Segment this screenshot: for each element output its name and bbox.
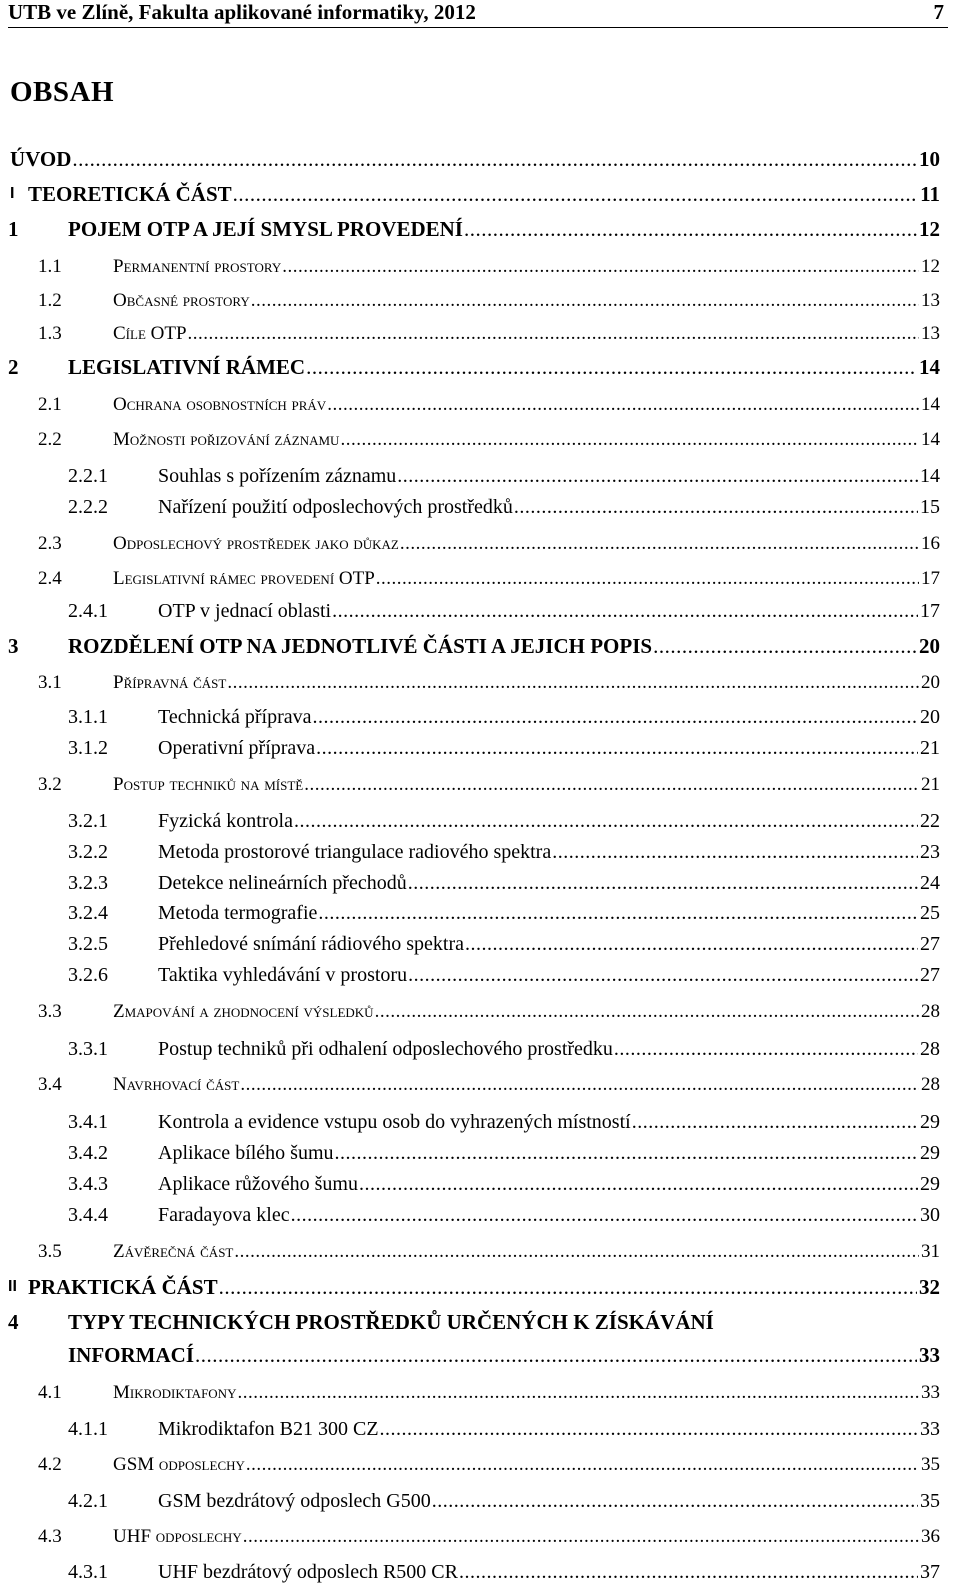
toc-entry-title: ÚVOD [10,147,72,171]
toc-entry-3-2-4[interactable] [0,898,960,928]
toc-entry-3-2-5[interactable] [0,929,960,959]
header-institution: UTB ve Zlíně, Fakulta aplikované informatiky, 2012 [8,0,476,24]
toc-entry-number: 3.2.4 [68,902,108,924]
toc-leader-dots [195,1340,917,1370]
toc-leader-dots [291,1200,918,1230]
toc-entry-3-3-1[interactable] [0,1034,960,1064]
toc-entry-page: 35 [921,1454,940,1475]
header-page-number: 7 [933,0,944,24]
toc-entry-3-4-4[interactable] [0,1200,960,1230]
toc-entry-page: 13 [921,323,940,344]
toc-leader-dots [514,492,918,522]
toc-entry-title-line-2: INFORMACÍ [68,1343,194,1367]
toc-entry-number: 3.2.3 [68,872,108,894]
toc-entry-page: 21 [921,774,940,795]
toc-entry-4-2[interactable] [0,1450,960,1480]
toc-entry-title: PRAKTICKÁ ČÁST [28,1275,218,1299]
toc-leader-dots [408,868,918,898]
toc-entry-page: 33 [919,1343,940,1367]
toc-entry-3-2-2[interactable] [0,837,960,867]
toc-leader-dots [380,1414,918,1444]
toc-entry-title: Postup techniků na místě [113,774,304,795]
toc-entry-number: I [10,185,15,202]
toc-entry-page: 24 [920,872,940,894]
toc-entry-number: II [8,1278,17,1295]
toc-entry-number: 1.1 [38,256,62,277]
toc-entry-page: 31 [921,1241,940,1262]
toc-leader-dots [318,898,918,928]
toc-entry-3-4-1[interactable] [0,1107,960,1137]
toc-entry-1-2[interactable] [0,286,960,316]
toc-entry-title: Závěrečná část [113,1241,234,1262]
toc-entry-number: 2.2.1 [68,465,108,487]
toc-leader-dots [227,668,919,698]
toc-entry-2-1[interactable] [0,390,960,420]
toc-entry-title: Operativní příprava [158,737,316,759]
toc-entry-page: 30 [920,1204,940,1226]
toc-leader-dots [335,1138,918,1168]
toc-leader-dots [72,144,917,174]
toc-entry-page: 37 [920,1561,940,1583]
toc-entry-title: ROZDĚLENÍ OTP NA JEDNOTLIVÉ ČÁSTI A JEJICH POPIS [68,634,653,658]
toc-entry-number: 2.4 [38,568,62,589]
toc-entry-number: 2.1 [38,394,62,415]
toc-entry-title: Cíle OTP [113,323,187,344]
toc-entry-title: Postup techniků při odhalení odposlechového prostředku [158,1038,613,1060]
toc-entry-page: 29 [920,1173,940,1195]
toc-entry-chapter-2[interactable] [0,352,960,382]
toc-entry-2-2[interactable] [0,425,960,455]
toc-entry-2-4-1[interactable] [0,596,960,626]
toc-entry-page: 33 [920,1418,940,1440]
toc-leader-dots [304,770,919,800]
toc-leader-dots [459,1557,918,1587]
toc-entry-page: 28 [920,1038,940,1060]
toc-entry-3-1-2[interactable] [0,733,960,763]
toc-entry-page: 32 [919,1275,940,1299]
toc-entry-title: Zmapování a zhodnocení výsledků [113,1001,374,1022]
toc-entry-3-1-1[interactable] [0,702,960,732]
toc-entry-title: Odposlechový prostředek jako důkaz [113,533,399,554]
toc-entry-page: 14 [919,355,940,379]
toc-entry-3-1[interactable] [0,668,960,698]
toc-entry-chapter-4-continued[interactable] [0,1340,960,1370]
toc-entry-title: Aplikace růžového šumu [158,1173,358,1195]
toc-entry-title: Taktika vyhledávání v prostoru [158,964,408,986]
toc-entry-title: Detekce nelineárních přechodů [158,872,407,894]
toc-leader-dots [240,1070,919,1100]
toc-entry-number: 4 [8,1310,19,1334]
toc-leader-dots [332,596,918,626]
toc-entry-number: 4.2.1 [68,1490,108,1512]
toc-entry-4-2-1[interactable] [0,1486,960,1516]
toc-entry-uvod[interactable] [0,144,960,174]
toc-leader-dots [465,929,918,959]
toc-entry-page: 12 [919,217,940,241]
toc-entry-number: 4.3 [38,1526,62,1547]
toc-entry-page: 29 [920,1142,940,1164]
toc-entry-3-2-3[interactable] [0,868,960,898]
toc-leader-dots [400,529,919,559]
toc-leader-dots [408,960,918,990]
toc-entry-number: 3.1.2 [68,737,108,759]
toc-leader-dots [294,806,918,836]
toc-entry-number: 4.3.1 [68,1561,108,1583]
toc-entry-number: 3.1 [38,672,62,693]
toc-entry-number: 2.4.1 [68,600,108,622]
toc-entry-3-4-3[interactable] [0,1169,960,1199]
toc-entry-title-line-1: TYPY TECHNICKÝCH PROSTŘEDKŮ URČENÝCH K ZÍSKÁVÁNÍ [68,1310,714,1334]
toc-entry-number: 2.3 [38,533,62,554]
toc-entry-number: 3.2.2 [68,841,108,863]
toc-entry-3-3[interactable] [0,997,960,1027]
toc-entry-number: 3.4.2 [68,1142,108,1164]
toc-entry-number: 3.4 [38,1074,62,1095]
toc-leader-dots [375,997,919,1027]
toc-entry-page: 22 [920,810,940,832]
toc-entry-4-3[interactable] [0,1522,960,1552]
toc-entry-page: 29 [920,1111,940,1133]
toc-entry-page: 17 [921,568,940,589]
toc-leader-dots [237,1378,919,1408]
toc-entry-page: 12 [921,256,940,277]
toc-entry-title: Ochrana osobnostních práv [113,394,327,415]
toc-entry-title: UHF odposlechy [113,1526,242,1547]
toc-entry-4-3-1[interactable] [0,1557,960,1587]
toc-entry-title: Metoda prostorové triangulace radiového spektra [158,841,552,863]
toc-entry-title: Fyzická kontrola [158,810,293,832]
toc-entry-number: 1.2 [38,290,62,311]
toc-entry-title: Mikrodiktafony [113,1382,237,1403]
toc-entry-1-3[interactable] [0,319,960,349]
toc-entry-title: Přípravná část [113,672,227,693]
toc-leader-dots [188,319,919,349]
toc-entry-page: 25 [920,902,940,924]
toc-entry-title: OTP v jednací oblasti [158,600,332,622]
toc-entry-number: 3.3 [38,1001,62,1022]
toc-entry-page: 28 [921,1001,940,1022]
toc-leader-dots [432,1486,918,1516]
toc-entry-page: 10 [919,147,940,171]
toc-entry-title: Aplikace bílého šumu [158,1142,334,1164]
toc-entry-page: 21 [920,737,940,759]
toc-entry-title: Permanentní prostory [113,256,282,277]
toc-entry-title: Občasné prostory [113,290,250,311]
toc-entry-3-2-1[interactable] [0,806,960,836]
toc-entry-4-1[interactable] [0,1378,960,1408]
toc-entry-3-4-2[interactable] [0,1138,960,1168]
toc-entry-page: 36 [921,1526,940,1547]
toc-entry-title: UHF bezdrátový odposlech R500 CR [158,1561,458,1583]
toc-entry-page: 20 [921,672,940,693]
toc-entry-number: 4.1 [38,1382,62,1403]
toc-entry-title: Přehledové snímání rádiového spektra [158,933,465,955]
toc-entry-number: 3.2.6 [68,964,108,986]
toc-entry-title: Souhlas s pořízením záznamu [158,465,397,487]
toc-entry-page: 27 [920,933,940,955]
toc-leader-dots [316,733,918,763]
toc-leader-dots [614,1034,918,1064]
toc-entry-title: LEGISLATIVNÍ RÁMEC [68,355,306,379]
toc-leader-dots [464,214,917,244]
toc-entry-number: 2 [8,355,19,379]
toc-entry-2-4[interactable] [0,564,960,594]
toc-entry-number: 3.5 [38,1241,62,1262]
toc-entry-page: 13 [921,290,940,311]
toc-leader-dots [376,564,919,594]
toc-leader-dots [359,1169,918,1199]
toc-entry-title: Faradayova klec [158,1204,290,1226]
toc-leader-dots [243,1522,919,1552]
toc-leader-dots [251,286,919,316]
toc-leader-dots [306,352,917,382]
toc-entry-title: Technická příprava [158,706,312,728]
toc-entry-page: 28 [921,1074,940,1095]
toc-entry-page: 17 [920,600,940,622]
toc-entry-page: 20 [919,634,940,658]
toc-entry-title: GSM bezdrátový odposlech G500 [158,1490,431,1512]
toc-entry-page: 23 [920,841,940,863]
toc-entry-number: 3 [8,634,19,658]
toc-entry-number: 1 [8,217,19,241]
toc-entry-page: 14 [920,465,940,487]
toc-entry-3-4[interactable] [0,1070,960,1100]
toc-entry-title: GSM odposlechy [113,1454,245,1475]
toc-entry-number: 1.3 [38,323,62,344]
toc-entry-title: Kontrola a evidence vstupu osob do vyhrazených místností [158,1111,631,1133]
toc-entry-title: Navrhovací část [113,1074,240,1095]
toc-entry-3-5[interactable] [0,1237,960,1267]
toc-entry-title: TEORETICKÁ ČÁST [28,182,232,206]
toc-entry-page: 15 [920,496,940,518]
toc-entry-number: 3.4.4 [68,1204,108,1226]
toc-leader-dots [313,702,918,732]
toc-entry-page: 11 [920,182,940,206]
toc-entry-part-2[interactable] [0,1272,960,1302]
toc-entry-number: 3.4.3 [68,1173,108,1195]
toc-leader-dots [632,1107,918,1137]
toc-entry-number: 3.2.5 [68,933,108,955]
toc-entry-page: 27 [920,964,940,986]
toc-entry-number: 3.1.1 [68,706,108,728]
toc-entry-1-1[interactable] [0,252,960,282]
toc-entry-page: 14 [921,394,940,415]
toc-entry-title: Možnosti pořizování záznamu [113,429,340,450]
toc-entry-2-3[interactable] [0,529,960,559]
toc-entry-title: Metoda termografie [158,902,318,924]
toc-entry-number: 4.2 [38,1454,62,1475]
toc-entry-number: 3.2 [38,774,62,795]
toc-entry-2-2-2[interactable] [0,492,960,522]
toc-leader-dots [233,179,919,209]
toc-leader-dots [234,1237,919,1267]
toc-entry-title: Nařízení použití odposlechových prostředků [158,496,513,518]
toc-entry-title: POJEM OTP A JEJÍ SMYSL PROVEDENÍ [68,217,463,241]
toc-leader-dots [552,837,918,867]
toc-entry-chapter-3[interactable] [0,631,960,661]
toc-entry-part-1[interactable] [0,179,960,209]
toc-leader-dots [219,1272,917,1302]
toc-entry-number: 3.4.1 [68,1111,108,1133]
toc-entry-page: 33 [921,1382,940,1403]
toc-entry-3-2[interactable] [0,770,960,800]
toc-entry-page: 35 [920,1490,940,1512]
toc-leader-dots [282,252,919,282]
toc-leader-dots [246,1450,919,1480]
toc-leader-dots [653,631,917,661]
toc-leader-dots [327,390,919,420]
toc-leader-dots [340,425,919,455]
toc-leader-dots [397,461,918,491]
toc-entry-number: 3.2.1 [68,810,108,832]
toc-entry-4-1-1[interactable] [0,1414,960,1444]
toc-entry-number: 2.2.2 [68,496,108,518]
toc-entry-title: Mikrodiktafon B21 300 CZ [158,1418,379,1440]
toc-entry-page: 16 [921,533,940,554]
toc-entry-chapter-4[interactable] [0,1307,960,1337]
toc-entry-page: 14 [921,429,940,450]
toc-entry-page: 20 [920,706,940,728]
toc-entry-chapter-1[interactable] [0,214,960,244]
toc-entry-number: 4.1.1 [68,1418,108,1440]
toc-heading: OBSAH [10,76,115,108]
toc-entry-2-2-1[interactable] [0,461,960,491]
toc-entry-number: 3.3.1 [68,1038,108,1060]
toc-entry-3-2-6[interactable] [0,960,960,990]
toc-entry-title: Legislativní rámec provedení OTP [113,568,375,589]
toc-entry-number: 2.2 [38,429,62,450]
